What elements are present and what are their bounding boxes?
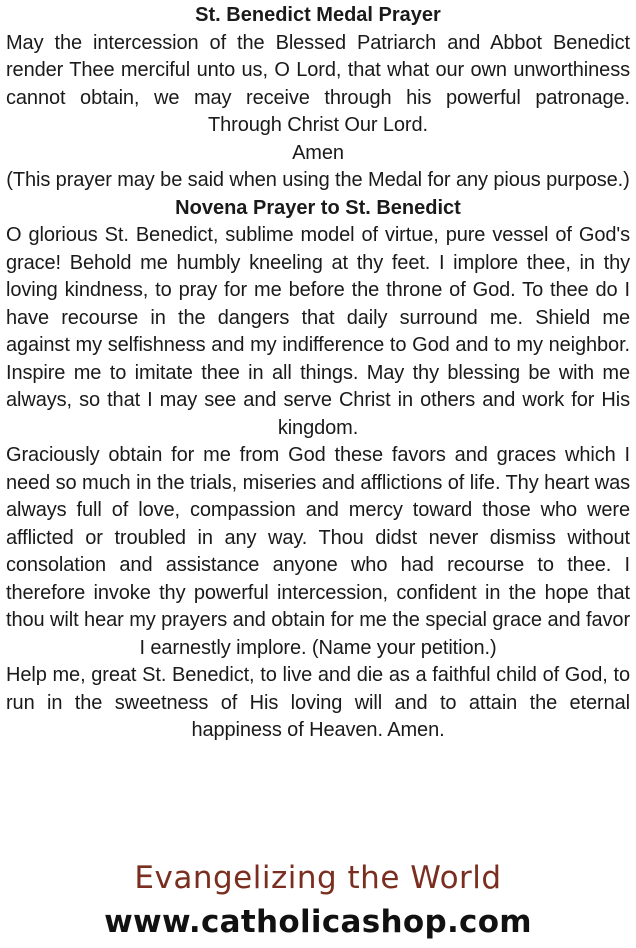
prayer-card	[6, 2, 630, 745]
medal-prayer-amen: Amen	[292, 141, 344, 164]
footer-url: www.catholicashop.com	[104, 904, 532, 940]
novena-prayer-title: Novena Prayer to St. Benedict	[175, 196, 461, 219]
medal-prayer-body: May the intercession of the Blessed Patriarch and Abbot Benedict render Thee merciful unto us, O Lord, that what our own unworthiness cannot obtain, we may receive through his powerful patronage. Through Christ Our Lord.	[6, 31, 630, 136]
medal-prayer-title: St. Benedict Medal Prayer	[195, 4, 441, 26]
novena-paragraph-3: Help me, great St. Benedict, to live and die as a faithful child of God, to run in the sweetness of His loving will and to attain the eternal happiness of Heaven. Amen.	[6, 664, 630, 741]
footer-tagline: Evangelizing the World	[134, 860, 502, 896]
medal-prayer-note: (This prayer may be said when using the Medal for any pious purpose.)	[6, 169, 630, 191]
novena-paragraph-2: Graciously obtain for me from God these favors and graces which I need so much in the trials, miseries and afflictions of life. Thy heart was always full of love, compassion and mercy toward those who were afflicted or troubled in any way. Thou didst never dismiss without consolation and assistance anyone who had recourse to thee. I therefore invoke thy powerful intercession, confident in the hope that thou wilt hear my prayers and obtain for me the special grace and favor I earnestly implore. (Name your petition.)	[6, 444, 630, 659]
novena-paragraph-1: O glorious St. Benedict, sublime model of virtue, pure vessel of God's grace! Behold me humbly kneeling at thy feet. I implore thee, in thy loving kindness, to pray for me before the throne of God. To thee do I have recourse in the dangers that daily surround me. Shield me against my selfishness and my indifference to God and to my neighbor. Inspire me to imitate thee in all things. May thy blessing be with me always, so that I may see and serve Christ in others and work for His kingdom.	[6, 224, 630, 439]
